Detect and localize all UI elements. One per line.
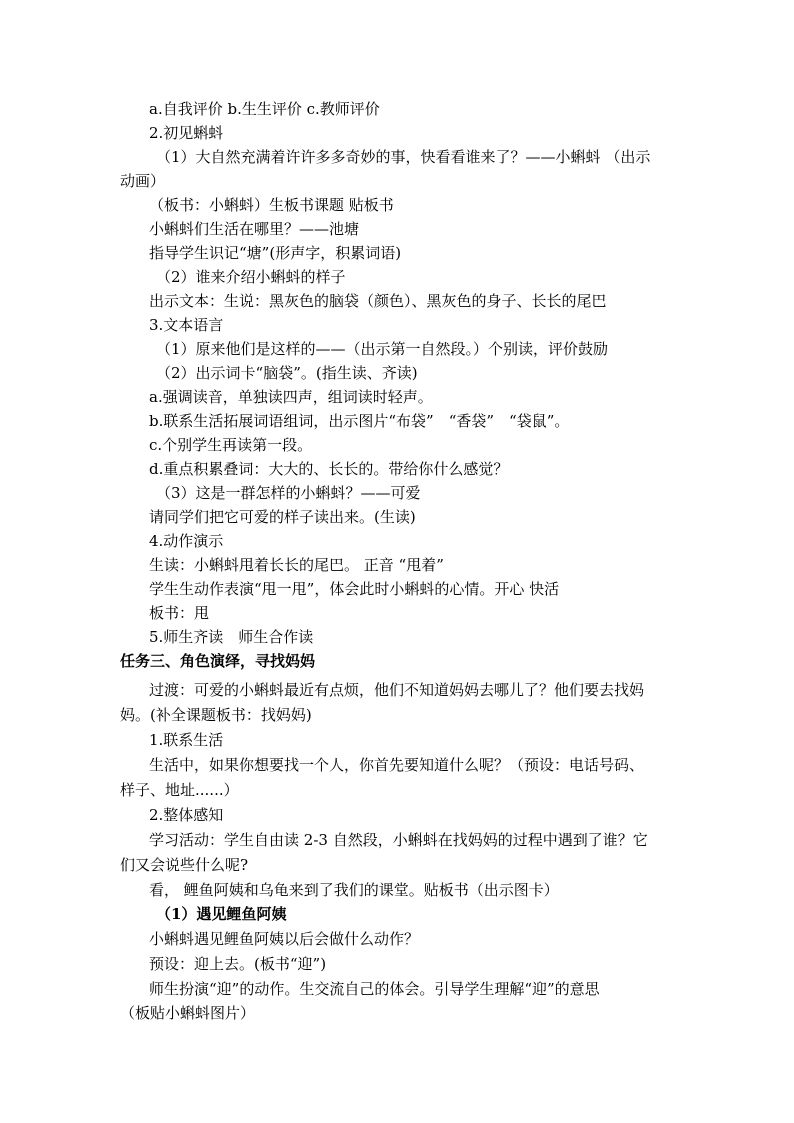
paragraph-line: （板贴小蝌蚪图片） xyxy=(120,1004,256,1022)
paragraph-line: 师生扮演“迎”的动作。生交流自己的体会。引导学生理解“迎”的意思 xyxy=(149,980,600,998)
paragraph-line: d.重点积累叠词：大大的、长长的。带给你什么感觉？ xyxy=(149,460,509,478)
paragraph-line: 动画） xyxy=(120,172,166,190)
paragraph-line: 看， 鲤鱼阿姨和乌龟来到了我们的课堂。贴板书（出示图卡） xyxy=(149,881,559,899)
paragraph-line: （2）谁来介绍小蝌蚪的样子 xyxy=(156,268,346,286)
paragraph-line: 请同学们把它可爱的样子读出来。(生读) xyxy=(149,508,416,526)
paragraph-line: a.强调读音，单独读四声，组词读时轻声。 xyxy=(149,388,433,406)
paragraph-line: 小蝌蚪们生活在哪里？——池塘 xyxy=(149,220,360,238)
paragraph-line: 板书：甩 xyxy=(149,604,210,622)
subheading-meet-carp: （1）遇见鲤鱼阿姨 xyxy=(156,905,287,923)
paragraph-line: （3）这是一群怎样的小蝌蚪？——可爱 xyxy=(156,484,421,502)
paragraph-line: 学生生动作表演“甩一甩”，体会此时小蝌蚪的心情。开心 快活 xyxy=(149,580,560,598)
paragraph-line: 预设：迎上去。(板书“迎”) xyxy=(149,955,327,973)
section-heading-action-demo: 4.动作演示 xyxy=(149,532,224,550)
paragraph-line: 生活中，如果你想要找一个人，你首先要知道什么呢？（预设：电话号码、 xyxy=(149,756,645,774)
paragraph-line: 小蝌蚪遇见鲤鱼阿姨以后会做什么动作？ xyxy=(149,930,420,948)
paragraph-line: 指导学生识记“塘”(形声字，积累词语) xyxy=(149,244,402,262)
paragraph-line: 过渡：可爱的小蝌蚪最近有点烦，他们不知道妈妈去哪儿了？他们要去找妈 xyxy=(149,681,645,699)
paragraph-line: （板书：小蝌蚪）生板书课题 贴板书 xyxy=(149,196,394,214)
paragraph-line: （1）大自然充满着许许多多奇妙的事，快看看谁来了？——小蝌蚪 （出示 xyxy=(156,148,651,166)
paragraph-line: 学习活动：学生自由读 2-3 自然段，小蝌蚪在找妈妈的过程中遇到了谁？它 xyxy=(149,831,648,849)
paragraph-line: 生读：小蝌蚪甩着长长的尾巴。 正音 “甩着” xyxy=(149,556,444,574)
paragraph-line: c.个别学生再读第一段。 xyxy=(149,436,313,454)
section-heading-first-meet: 2.初见蝌蚪 xyxy=(149,124,224,142)
paragraph-line: 妈。(补全课题板书：找妈妈) xyxy=(120,706,312,724)
section-heading-read-together: 5.师生齐读 师生合作读 xyxy=(149,628,314,646)
section-heading-overall-perception: 2.整体感知 xyxy=(149,806,224,824)
paragraph-line: （1）原来他们是这样的——（出示第一自然段。）个别读，评价鼓励 xyxy=(156,340,609,358)
paragraph-line: 们又会说些什么呢? xyxy=(120,856,249,874)
paragraph-line: 样子、地址......） xyxy=(120,781,239,799)
task-three-heading: 任务三、角色演绎，寻找妈妈 xyxy=(120,652,316,670)
section-heading-text-language: 3.文本语言 xyxy=(149,316,224,334)
paragraph-line: 出示文本：生说：黑灰色的脑袋（颜色）、黑灰色的身子、长长的尾巴 xyxy=(149,292,607,310)
section-heading-connect-life: 1.联系生活 xyxy=(149,731,224,749)
paragraph-line: （2）出示词卡“脑袋”。(指生读、齐读) xyxy=(156,364,418,382)
eval-options-line: a.自我评价 b.生生评价 c.教师评价 xyxy=(149,100,380,118)
paragraph-line: b.联系生活拓展词语组词，出示图片“布袋” “香袋” “袋鼠”。 xyxy=(149,412,570,430)
